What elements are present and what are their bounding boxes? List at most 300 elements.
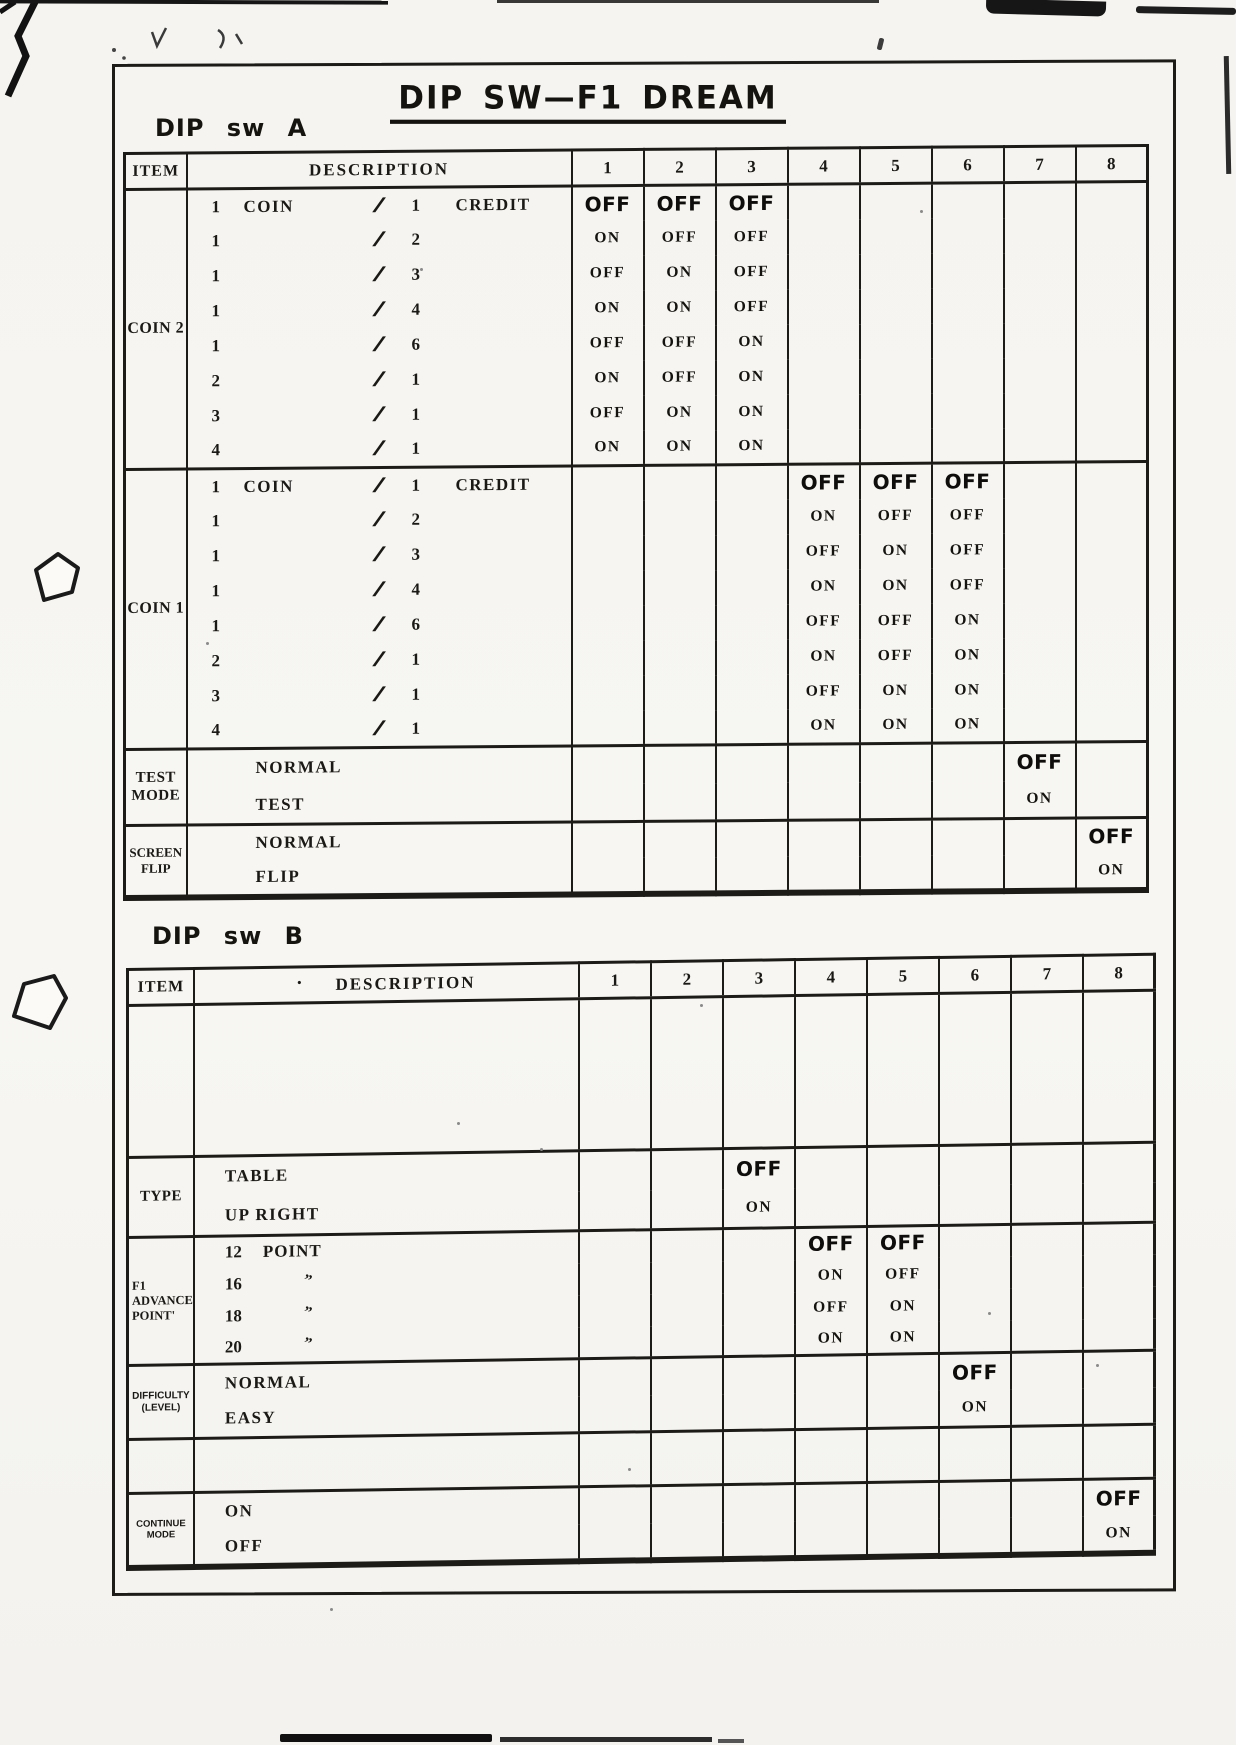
switch-cell	[644, 640, 716, 676]
description-cell	[187, 361, 572, 399]
switch-cell	[1076, 601, 1148, 637]
desc-part: 1	[411, 475, 420, 495]
section-coin1	[125, 461, 1148, 749]
slash-glyph: /	[373, 400, 386, 427]
option-description	[195, 1460, 578, 1466]
switch-cell	[788, 820, 860, 857]
switch-value: ON	[889, 1328, 917, 1346]
column-header-description-label: DESCRIPTION	[308, 158, 450, 180]
switch-cell	[1076, 356, 1148, 392]
desc-part	[244, 275, 348, 276]
slash-icon	[348, 436, 412, 463]
ditto-icon: ”	[301, 1271, 315, 1290]
switch-cell	[716, 820, 788, 857]
switch-cell	[1076, 426, 1148, 462]
item-cell	[125, 189, 187, 469]
description-cell	[194, 1396, 579, 1439]
description-cell	[187, 858, 572, 897]
switch-cell	[1004, 707, 1076, 743]
scan-mark-bottom-strip	[718, 1739, 744, 1743]
desc-part: 2	[411, 509, 420, 529]
switch-cell	[723, 1521, 795, 1559]
description-cell	[187, 536, 572, 574]
switch-cell	[1083, 1424, 1155, 1479]
switch-value: ON	[882, 576, 909, 595]
column-header-sw8: 8	[1076, 145, 1148, 182]
item-cell	[125, 825, 187, 897]
switch-cell	[1011, 1351, 1083, 1389]
switch-cell	[723, 1324, 795, 1357]
desc-part: 12	[224, 1242, 242, 1262]
switch-cell	[860, 568, 932, 604]
switch-cell	[1083, 1182, 1155, 1223]
desc-part	[244, 729, 348, 730]
dip-sw-b-heading: DIP sw B	[152, 922, 304, 950]
coin-description	[188, 330, 571, 359]
slash-icon	[348, 682, 412, 709]
switch-cell	[932, 218, 1004, 254]
scan-mark-top-strip	[0, 0, 388, 5]
slash-icon	[348, 332, 412, 359]
switch-value: ON	[1105, 1523, 1132, 1541]
switch-value: OFF	[800, 470, 847, 495]
switch-value: ON	[594, 229, 621, 247]
desc-part: 1	[411, 438, 420, 458]
switch-cell	[795, 1429, 867, 1484]
switch-value: OFF	[807, 1231, 854, 1257]
switch-cell	[867, 1390, 939, 1428]
description-cell	[187, 431, 572, 469]
switch-cell	[1004, 532, 1076, 568]
column-header-sw6: 6	[939, 956, 1011, 993]
switch-cell	[860, 673, 932, 709]
switch-cell	[788, 534, 860, 570]
switch-cell	[788, 429, 860, 465]
switch-cell	[1076, 251, 1148, 287]
section-type	[128, 1142, 1155, 1237]
switch-cell	[1004, 357, 1076, 393]
desc-part: CREDIT	[455, 194, 531, 215]
switch-value: ON	[594, 438, 621, 456]
desc-part	[244, 449, 348, 450]
desc-part: 1	[211, 231, 220, 251]
option-description: NORMAL	[224, 1372, 312, 1393]
switch-cell	[723, 1292, 795, 1325]
switch-cell	[572, 360, 644, 396]
switch-cell	[788, 674, 860, 710]
switch-cell	[867, 1257, 939, 1290]
slash-glyph: /	[373, 365, 386, 392]
switch-cell	[572, 640, 644, 676]
switch-cell	[860, 498, 932, 534]
switch-value: OFF	[589, 334, 626, 352]
slash-glyph: /	[373, 540, 386, 567]
switch-cell	[644, 821, 716, 858]
desc-part: 20	[224, 1337, 242, 1357]
section-f1-advance	[128, 1222, 1155, 1365]
desc-part: 4	[411, 299, 420, 319]
slash-icon	[348, 716, 412, 743]
option-description: ON	[224, 1500, 254, 1521]
switch-cell	[651, 1394, 723, 1432]
switch-cell	[860, 638, 932, 674]
switch-cell	[1011, 1516, 1083, 1554]
switch-cell	[723, 1148, 795, 1189]
switch-cell	[1004, 392, 1076, 428]
desc-part: 4	[411, 579, 420, 599]
slash-glyph: /	[373, 191, 386, 217]
page-title: DIP SW—F1 DREAM	[390, 79, 785, 124]
coin-description	[188, 715, 571, 744]
scan-mark-bottom-strip	[500, 1737, 712, 1742]
switch-cell	[939, 1517, 1011, 1555]
switch-value: ON	[817, 1265, 845, 1284]
switch-value: OFF	[733, 297, 770, 316]
switch-cell	[1011, 1319, 1083, 1352]
switch-cell	[1083, 1142, 1155, 1183]
switch-cell	[939, 992, 1011, 1145]
switch-cell	[572, 570, 644, 606]
slash-glyph: /	[373, 575, 386, 602]
switch-cell	[860, 855, 932, 892]
switch-cell	[651, 997, 723, 1150]
description-cell	[187, 822, 572, 861]
slash-glyph: /	[373, 225, 386, 252]
switch-value: OFF	[661, 368, 698, 386]
slash-icon	[348, 472, 412, 499]
description-cell	[187, 396, 572, 434]
switch-cell	[1083, 990, 1155, 1143]
switch-cell	[939, 1288, 1011, 1321]
switch-cell	[788, 604, 860, 640]
description-cell	[187, 466, 572, 504]
desc-part: 1	[211, 581, 220, 601]
switch-cell	[716, 569, 788, 605]
switch-cell	[572, 783, 644, 822]
switch-cell	[1011, 1479, 1083, 1517]
switch-value: ON	[1098, 861, 1125, 879]
switch-cell	[1076, 286, 1148, 322]
desc-part	[244, 240, 348, 241]
desc-part: 18	[224, 1305, 242, 1326]
switch-cell	[788, 499, 860, 535]
item-cell	[128, 1438, 194, 1493]
column-header-sw4: 4	[795, 959, 867, 996]
switch-cell	[716, 254, 788, 290]
switch-cell	[1076, 636, 1148, 672]
switch-cell	[1076, 779, 1148, 818]
switch-cell	[932, 743, 1004, 782]
section-screen-flip	[125, 817, 1148, 897]
desc-part: 6	[411, 614, 420, 634]
switch-cell	[716, 464, 788, 500]
switch-cell	[932, 428, 1004, 464]
switch-value: OFF	[584, 191, 631, 217]
item-label: F1	[132, 1279, 146, 1294]
switch-cell	[644, 710, 716, 746]
slash-icon	[348, 192, 412, 219]
switch-cell	[1004, 818, 1076, 855]
switch-cell	[932, 568, 1004, 604]
desc-part	[244, 695, 348, 696]
slash-glyph: /	[373, 330, 386, 357]
switch-cell	[795, 1392, 867, 1430]
option-description: NORMAL	[255, 757, 342, 778]
option-description: FLIP	[255, 866, 301, 886]
option-description: UP RIGHT	[224, 1203, 320, 1225]
switch-cell	[867, 1225, 939, 1258]
switch-cell	[1076, 671, 1148, 707]
switch-value: OFF	[733, 227, 770, 246]
switch-cell	[716, 744, 788, 783]
desc-part: 1	[411, 404, 420, 424]
switch-cell	[867, 1321, 939, 1354]
switch-value: OFF	[877, 611, 914, 630]
switch-cell	[1011, 1143, 1083, 1184]
switch-cell	[644, 220, 716, 256]
scan-mark-corner	[0, 0, 64, 104]
option-description: TABLE	[224, 1165, 289, 1186]
switch-cell	[716, 394, 788, 430]
switch-cell	[644, 745, 716, 784]
switch-cell	[1004, 672, 1076, 708]
switch-cell	[932, 498, 1004, 534]
switch-cell	[860, 463, 932, 499]
switch-cell	[788, 394, 860, 430]
switch-cell	[651, 1189, 723, 1230]
column-header-sw6: 6	[932, 147, 1004, 184]
desc-part	[244, 625, 348, 626]
item-label: FLIP	[140, 860, 171, 876]
switch-cell	[723, 1356, 795, 1394]
switch-cell	[860, 743, 932, 782]
switch-cell	[867, 1427, 939, 1482]
description-cell	[187, 606, 572, 644]
switch-cell	[579, 1326, 651, 1359]
switch-cell	[644, 605, 716, 641]
switch-value: ON	[738, 332, 765, 351]
item-label: DIFFICULTY	[132, 1389, 190, 1402]
switch-cell	[1076, 706, 1148, 742]
switch-cell	[1083, 1350, 1155, 1388]
switch-cell	[1004, 287, 1076, 323]
switch-cell	[716, 674, 788, 710]
switch-value: OFF	[877, 506, 914, 525]
switch-cell	[1004, 427, 1076, 463]
switch-cell	[939, 1352, 1011, 1390]
desc-part	[244, 310, 348, 311]
item-label: ADVANCE	[132, 1293, 193, 1309]
switch-cell	[572, 710, 644, 746]
switch-value: ON	[954, 681, 981, 699]
description-cell	[187, 711, 572, 749]
desc-part	[244, 590, 348, 591]
switch-value: OFF	[877, 646, 914, 665]
switch-cell	[1076, 461, 1148, 497]
switch-cell	[1004, 252, 1076, 288]
switch-cell	[1004, 637, 1076, 673]
desc-part	[244, 345, 348, 346]
scan-speck	[330, 1608, 333, 1611]
switch-value: ON	[810, 577, 837, 595]
switch-cell	[1076, 216, 1148, 252]
desc-part	[244, 520, 348, 521]
option-description: TEST	[255, 794, 305, 814]
option-description: EASY	[224, 1408, 277, 1428]
switch-cell	[723, 996, 795, 1149]
description-cell	[194, 1433, 579, 1493]
option-description: NORMAL	[255, 832, 342, 853]
description-cell	[187, 186, 572, 224]
switch-cell	[1083, 1222, 1155, 1255]
switch-value: OFF	[589, 264, 626, 282]
option-description	[195, 1238, 578, 1264]
item-cell	[128, 1156, 194, 1237]
desc-part: 1	[411, 718, 420, 738]
switch-cell	[716, 324, 788, 360]
switch-cell	[788, 782, 860, 821]
scan-mark-top-strip	[497, 0, 879, 3]
description-cell	[194, 1524, 579, 1567]
column-header-item: ITEM	[125, 153, 187, 189]
switch-cell	[1004, 497, 1076, 533]
desc-part	[244, 660, 348, 661]
switch-cell	[932, 708, 1004, 744]
switch-cell	[1004, 322, 1076, 358]
column-header-item: ITEM	[128, 968, 194, 1005]
switch-cell	[795, 1355, 867, 1393]
switch-cell	[867, 1518, 939, 1556]
switch-cell	[932, 673, 1004, 709]
switch-cell	[795, 995, 867, 1148]
switch-cell	[579, 1523, 651, 1561]
switch-cell	[860, 358, 932, 394]
desc-part: 4	[211, 440, 220, 460]
desc-part: COIN	[243, 476, 294, 496]
switch-cell	[579, 1395, 651, 1433]
switch-value: OFF	[944, 468, 991, 494]
column-header-sw7: 7	[1004, 146, 1076, 183]
description-cell	[194, 1151, 579, 1197]
coin-description	[188, 540, 571, 569]
table-row	[125, 853, 1148, 897]
description-cell	[187, 221, 572, 259]
switch-cell	[644, 290, 716, 326]
desc-part: 1	[411, 649, 420, 669]
switch-cell	[1076, 531, 1148, 567]
switch-value: ON	[882, 681, 909, 700]
switch-cell	[644, 395, 716, 431]
switch-cell	[1083, 1515, 1155, 1553]
switch-value: ON	[882, 541, 909, 560]
switch-value: ON	[594, 369, 621, 387]
switch-value: ON	[594, 299, 621, 317]
switch-cell	[651, 1485, 723, 1523]
switch-cell	[716, 219, 788, 255]
slash-glyph: /	[373, 471, 386, 497]
coin-description	[188, 191, 571, 220]
section-spacer-top	[128, 990, 1155, 1157]
switch-cell	[1004, 182, 1076, 218]
desc-part: 1	[211, 301, 220, 321]
switch-cell	[788, 464, 860, 500]
switch-cell	[939, 1224, 1011, 1257]
switch-cell	[1011, 1255, 1083, 1288]
switch-cell	[572, 220, 644, 256]
switch-cell	[1004, 602, 1076, 638]
switch-cell	[572, 395, 644, 431]
column-header-sw5: 5	[867, 957, 939, 994]
switch-cell	[572, 821, 644, 858]
switch-value: ON	[1026, 789, 1053, 807]
description-cell	[194, 1487, 579, 1530]
item-cell	[125, 469, 187, 749]
switch-cell	[860, 253, 932, 289]
switch-cell	[651, 1431, 723, 1486]
switch-cell	[644, 857, 716, 894]
coin-description	[188, 505, 571, 534]
switch-cell	[1011, 1388, 1083, 1426]
switch-cell	[572, 290, 644, 326]
switch-cell	[788, 219, 860, 255]
switch-cell	[932, 638, 1004, 674]
desc-part: POINT	[262, 1241, 322, 1262]
switch-cell	[644, 185, 716, 221]
desc-part: 1	[211, 196, 220, 217]
switch-cell	[1011, 991, 1083, 1144]
desc-part: COIN	[243, 196, 294, 216]
desc-part: 1	[211, 616, 220, 636]
column-header-sw2: 2	[651, 961, 723, 998]
switch-cell	[716, 184, 788, 220]
slash-glyph: /	[373, 715, 386, 741]
switch-cell	[860, 428, 932, 464]
slash-icon	[348, 262, 412, 289]
switch-cell	[867, 1185, 939, 1226]
switch-cell	[867, 1481, 939, 1519]
column-header-sw3: 3	[723, 960, 795, 997]
item-label: TEST	[135, 769, 176, 786]
coin-description	[188, 295, 571, 324]
switch-value: ON	[666, 403, 693, 421]
switch-cell	[939, 1320, 1011, 1353]
column-header-sw8: 8	[1083, 954, 1155, 991]
switch-value: ON	[954, 715, 981, 733]
switch-cell	[1004, 742, 1076, 781]
item-label: TYPE	[139, 1187, 182, 1205]
item-label: CONTINUE	[136, 1517, 186, 1530]
column-header-sw5: 5	[860, 147, 932, 184]
switch-value: ON	[810, 647, 837, 665]
desc-part: 3	[411, 544, 420, 564]
switch-cell	[867, 1289, 939, 1322]
scan-mark-top-right-blob	[986, 0, 1106, 17]
scan-mark-bottom-strip	[280, 1734, 492, 1742]
switch-cell	[644, 535, 716, 571]
switch-cell	[860, 708, 932, 744]
switch-value: OFF	[805, 682, 842, 700]
slash-icon	[348, 507, 412, 534]
desc-part: 1	[211, 546, 220, 566]
switch-cell	[651, 1261, 723, 1294]
description-cell	[187, 746, 572, 787]
switch-cell	[1011, 1425, 1083, 1480]
coin-description	[188, 435, 571, 464]
switch-cell	[795, 1227, 867, 1260]
column-header-sw4: 4	[788, 148, 860, 185]
switch-cell	[716, 429, 788, 465]
switch-value: OFF	[1088, 824, 1135, 849]
